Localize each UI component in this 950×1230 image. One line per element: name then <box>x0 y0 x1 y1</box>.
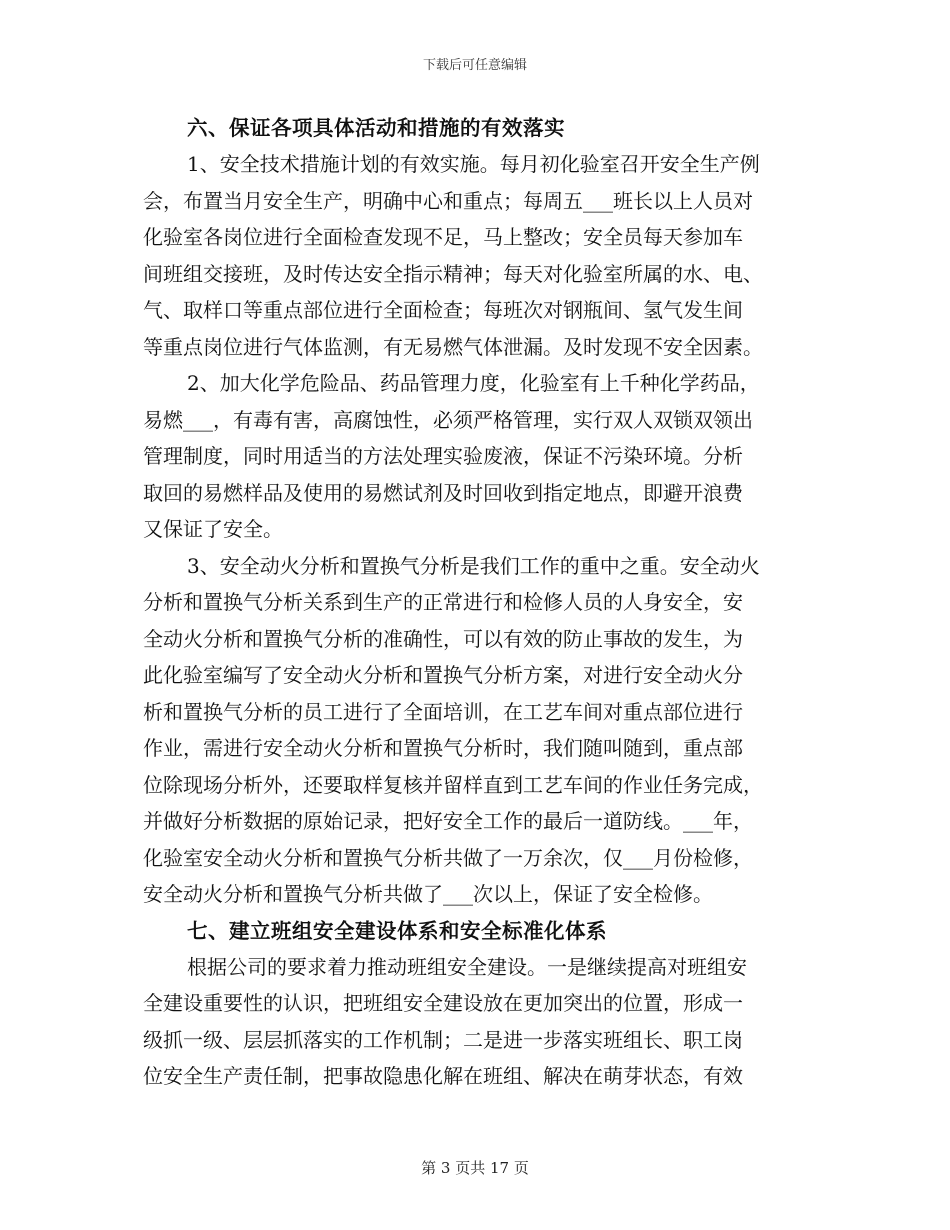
text-line: 全动火分析和置换气分析的准确性，可以有效的防止事故的发生，为 <box>143 626 743 651</box>
text-line: 分析和置换气分析关系到生产的正常进行和检修人员的人身安全，安 <box>143 590 743 614</box>
text-line: 间班组交接班，及时传达安全指示精神；每天对化验室所属的水、电、 <box>143 261 763 286</box>
text-line: 等重点岗位进行气体监测，有无易燃气体泄漏。及时发现不安全因素。 <box>143 334 763 359</box>
text-line: 安全动火分析和置换气分析共做了___次以上，保证了安全检修。 <box>143 882 713 906</box>
section-7-paragraph-1 <box>143 949 808 1095</box>
section-6-paragraph-1 <box>143 146 808 365</box>
section-6-heading: 六、保证各项具体活动和措施的有效落实 <box>187 116 565 140</box>
text-line: 会，布置当月安全生产，明确中心和重点；每周五___班长以上人员对 <box>143 188 753 213</box>
text-line: 化验室各岗位进行全面检查发现不足，马上整改；安全员每天参加车 <box>143 225 743 249</box>
section-6-paragraph-3 <box>143 548 808 913</box>
text-line: 气、取样口等重点部位进行全面检查；每班次对钢瓶间、氢气发生间 <box>143 298 743 322</box>
text-line: 又保证了安全。 <box>143 517 283 541</box>
text-line: 级抓一级、层层抓落实的工作机制；二是进一步落实班组长、职工岗 <box>143 1027 743 1052</box>
text-line: 化验室安全动火分析和置换气分析共做了一万余次，仅___月份检修， <box>143 845 753 870</box>
text-line: 管理制度，同时用适当的方法处理实验废液，保证不污染环境。分析 <box>143 444 743 468</box>
text-line: 位安全生产责任制，把事故隐患化解在班组、解决在萌芽状态，有效 <box>143 1064 743 1088</box>
text-line: 析和置换气分析的员工进行了全面培训，在工艺车间对重点部位进行 <box>143 699 743 724</box>
text-line: 易燃___，有毒有害，高腐蚀性，必须严格管理，实行双人双锁双领出 <box>143 407 753 432</box>
text-line: 1、安全技术措施计划的有效实施。每月初化验室召开安全生产例 <box>187 152 760 176</box>
text-line: 全建设重要性的认识，把班组安全建设放在更加突出的位置，形成一 <box>143 991 743 1015</box>
text-line: 3、安全动火分析和置换气分析是我们工作的重中之重。安全动火 <box>187 553 760 578</box>
text-line: 取回的易燃样品及使用的易燃试剂及时回收到指定地点，即避开浪费 <box>143 480 743 505</box>
text-line: 2、加大化学危险品、药品管理力度，化验室有上千种化学药品， <box>187 371 760 395</box>
section-7-heading: 七、建立班组安全建设体系和安全标准化体系 <box>187 918 607 943</box>
text-line: 位除现场分析外，还要取样复核并留样直到工艺车间的作业任务完成， <box>143 772 763 797</box>
text-line: 此化验室编写了安全动火分析和置换气分析方案，对进行安全动火分 <box>143 663 743 687</box>
text-line: 根据公司的要求着力推动班组安全建设。一是继续提高对班组安 <box>187 954 747 979</box>
text-line: 作业，需进行安全动火分析和置换气分析时，我们随叫随到，重点部 <box>143 736 743 760</box>
page-header-note: 下载后可任意编辑 <box>422 58 527 73</box>
document-body <box>143 110 808 1095</box>
page-number-indicator: 第 3 页共 17 页 <box>421 1159 529 1177</box>
text-line: 并做好分析数据的原始记录，把好安全工作的最后一道防线。___年， <box>143 809 753 833</box>
section-6-paragraph-2 <box>143 365 808 548</box>
